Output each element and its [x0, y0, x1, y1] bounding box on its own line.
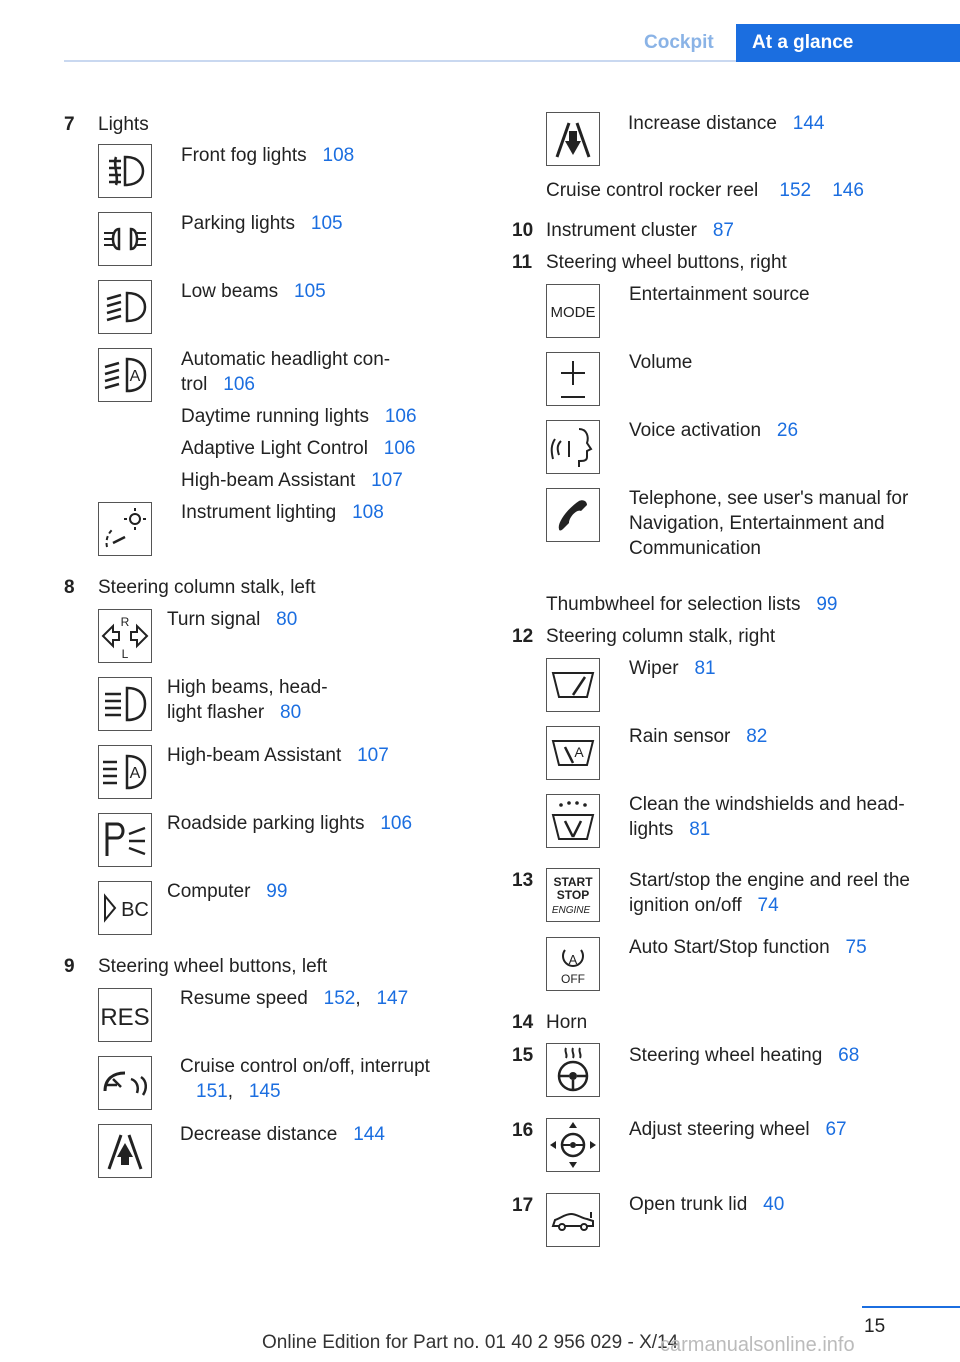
entry-text: Navigation, Entertainment and	[629, 513, 885, 534]
decrease-distance-icon	[98, 1124, 152, 1178]
footer-rule	[862, 1306, 960, 1308]
entry-text: Low beams 105	[181, 281, 326, 302]
page-ref-link[interactable]: 106	[384, 406, 417, 427]
washer-icon	[546, 794, 600, 848]
page-ref-link[interactable]: 74	[757, 895, 779, 916]
page-ref-link[interactable]: 80	[280, 702, 302, 723]
item-number: 12	[512, 626, 534, 647]
entry-text: Wiper 81	[629, 658, 716, 679]
entry-text: High beams, head-	[167, 677, 328, 698]
entry-text: Thumbwheel for selection lists 99	[546, 594, 838, 615]
entry-text: Front fog lights 108	[181, 145, 355, 166]
item-heading: Lights	[98, 114, 149, 135]
header-tab-active[interactable]: At a glance	[736, 24, 960, 62]
turn-signal-icon	[98, 609, 152, 663]
page-ref-link[interactable]: 107	[371, 470, 403, 491]
page-ref-link[interactable]: 107	[357, 745, 389, 766]
item-number: 9	[64, 956, 75, 977]
low-beams-icon	[98, 280, 152, 334]
page-ref-link[interactable]: 108	[352, 502, 384, 523]
entry-text: Decrease distance 144	[180, 1124, 385, 1145]
item-number: 15	[512, 1045, 534, 1066]
page-ref-link[interactable]: 105	[310, 213, 343, 234]
page-ref-link[interactable]: 105	[294, 281, 326, 302]
entry-text: light flasher 80	[167, 702, 302, 723]
entry-text: Clean the windshields and head-	[629, 794, 905, 815]
svg-text:A: A	[129, 765, 141, 782]
roadside-parking-icon	[98, 813, 152, 867]
page-ref-link[interactable]: 26	[776, 420, 799, 441]
entry-text: High-beam Assistant 107	[181, 470, 403, 491]
parking-lights-icon	[98, 212, 152, 266]
item-number: 17	[512, 1195, 534, 1216]
svg-text:ENGINE: ENGINE	[551, 905, 591, 916]
page-ref-link[interactable]: 147	[376, 988, 409, 1009]
page-ref-link[interactable]: 99	[266, 881, 288, 902]
entry-text: Start/stop the engine and reel the	[629, 870, 910, 891]
steering-wheel-heating-icon	[546, 1043, 600, 1097]
cruise-control-icon	[98, 1056, 152, 1110]
item-number: 11	[512, 252, 533, 273]
page-number: 15	[864, 1316, 886, 1337]
entry-text: Communication	[629, 538, 761, 559]
page-ref-link[interactable]: 106	[380, 813, 413, 834]
item-heading: Steering column stalk, left	[98, 577, 316, 598]
entry-text: Turn signal 80	[167, 609, 298, 630]
page-ref-link[interactable]: 68	[838, 1045, 860, 1066]
page-ref-link[interactable]: 87	[712, 220, 734, 241]
svg-text:MODE: MODE	[550, 304, 596, 321]
svg-text:RES: RES	[100, 1004, 150, 1031]
item-heading: Instrument cluster 87	[546, 220, 734, 241]
auto-start-stop-icon	[546, 937, 600, 991]
volume-icon	[546, 352, 600, 406]
entry-text: 151, 145	[196, 1081, 281, 1102]
entry-text: Rain sensor 82	[629, 726, 768, 747]
entry-text: Increase distance 144	[628, 113, 825, 134]
entry-text: Computer 99	[167, 881, 288, 902]
entry-text: Volume	[629, 352, 693, 373]
entry-text: Adjust steering wheel 67	[629, 1119, 847, 1140]
svg-text:STOP: STOP	[556, 888, 590, 902]
high-beams-icon	[98, 677, 152, 731]
page-ref-link[interactable]: 152	[323, 988, 356, 1009]
item-number: 8	[64, 577, 75, 598]
item-heading: Steering column stalk, right	[546, 626, 776, 647]
entry-text: Roadside parking lights 106	[167, 813, 413, 834]
item-heading: Steering wheel buttons, left	[98, 956, 328, 977]
resume-res-icon	[98, 988, 152, 1042]
page-ref-link[interactable]: 81	[694, 658, 716, 679]
rain-sensor-icon	[546, 726, 600, 780]
entry-text: Entertainment source	[629, 284, 810, 305]
item-number: 16	[512, 1120, 534, 1141]
page-ref-link[interactable]: 144	[353, 1124, 385, 1145]
page-ref-link[interactable]: 108	[322, 145, 355, 166]
entry-text: Open trunk lid 40	[629, 1194, 785, 1215]
svg-text:L: L	[121, 647, 129, 661]
increase-distance-icon	[546, 112, 600, 166]
open-trunk-lid-icon	[546, 1193, 600, 1247]
high-beam-assistant-icon	[98, 745, 152, 799]
page-ref-link[interactable]: 146	[832, 180, 864, 201]
page-ref-link[interactable]: 99	[816, 594, 838, 615]
footer-edition: Online Edition for Part no. 01 40 2 956 029 - X/14	[262, 1332, 679, 1353]
entry-text: Instrument lighting 108	[181, 502, 384, 523]
watermark: carmanualsonline.info	[660, 1334, 855, 1356]
wiper-icon	[546, 658, 600, 712]
adjust-steering-wheel-icon	[546, 1118, 600, 1172]
entry-text: Daytime running lights 106	[181, 406, 417, 427]
page-ref-link[interactable]: 151	[196, 1081, 228, 1102]
entry-text: Cruise control rocker reel 152 146	[546, 180, 864, 201]
entry-text: High-beam Assistant 107	[167, 745, 389, 766]
item-number: 14	[512, 1012, 534, 1033]
item-number: 10	[512, 220, 534, 241]
entry-text: Auto Start/Stop function 75	[629, 937, 867, 958]
entry-text: Steering wheel heating 68	[629, 1045, 860, 1066]
voice-activation-icon	[546, 420, 600, 474]
page-ref-link[interactable]: 40	[763, 1194, 785, 1215]
entry-text: Cruise control on/off, interrupt	[180, 1056, 430, 1077]
entry-text: Resume speed 152, 147	[180, 988, 409, 1009]
page-ref-link[interactable]: 81	[689, 819, 711, 840]
automatic-headlight-icon	[98, 348, 152, 402]
item-number: 13	[512, 870, 534, 891]
page-ref-link[interactable]: 106	[223, 374, 255, 395]
front-fog-lights-icon	[98, 144, 152, 198]
page-ref-link[interactable]: 145	[248, 1081, 281, 1102]
entry-text: lights 81	[629, 819, 711, 840]
item-number: 7	[64, 114, 75, 135]
instrument-lighting-icon	[98, 502, 152, 556]
svg-text:A: A	[574, 744, 584, 760]
entry-text: Voice activation 26	[629, 420, 799, 441]
svg-text:A: A	[129, 368, 141, 385]
start-stop-engine-icon	[546, 868, 600, 922]
page-ref-link[interactable]: 75	[845, 937, 867, 958]
page-ref-link[interactable]: 82	[746, 726, 768, 747]
svg-text:R: R	[120, 615, 130, 629]
page-ref-link[interactable]: 67	[825, 1119, 847, 1140]
telephone-icon	[546, 488, 600, 542]
svg-text:OFF: OFF	[561, 972, 585, 986]
header-section[interactable]: Cockpit	[644, 32, 714, 53]
entry-text: Telephone, see user's manual for	[629, 488, 909, 509]
svg-text:A: A	[568, 952, 578, 967]
svg-text:BC: BC	[121, 899, 149, 921]
computer-bc-icon	[98, 881, 152, 935]
mode-button-icon	[546, 284, 600, 338]
item-heading: Horn	[546, 1012, 588, 1033]
page-ref-link[interactable]: 144	[792, 113, 825, 134]
svg-text:START: START	[553, 875, 593, 889]
entry-text: Adaptive Light Control 106	[181, 438, 416, 459]
entry-text: Parking lights 105	[181, 213, 343, 234]
page-ref-link[interactable]: 80	[276, 609, 298, 630]
item-heading: Steering wheel buttons, right	[546, 252, 787, 273]
page-ref-link[interactable]: 152	[779, 180, 812, 201]
page-ref-link[interactable]: 106	[383, 438, 416, 459]
entry-text: ignition on/off 74	[629, 895, 779, 916]
entry-text: trol 106	[181, 374, 255, 395]
entry-text: Automatic headlight con-	[181, 349, 391, 370]
